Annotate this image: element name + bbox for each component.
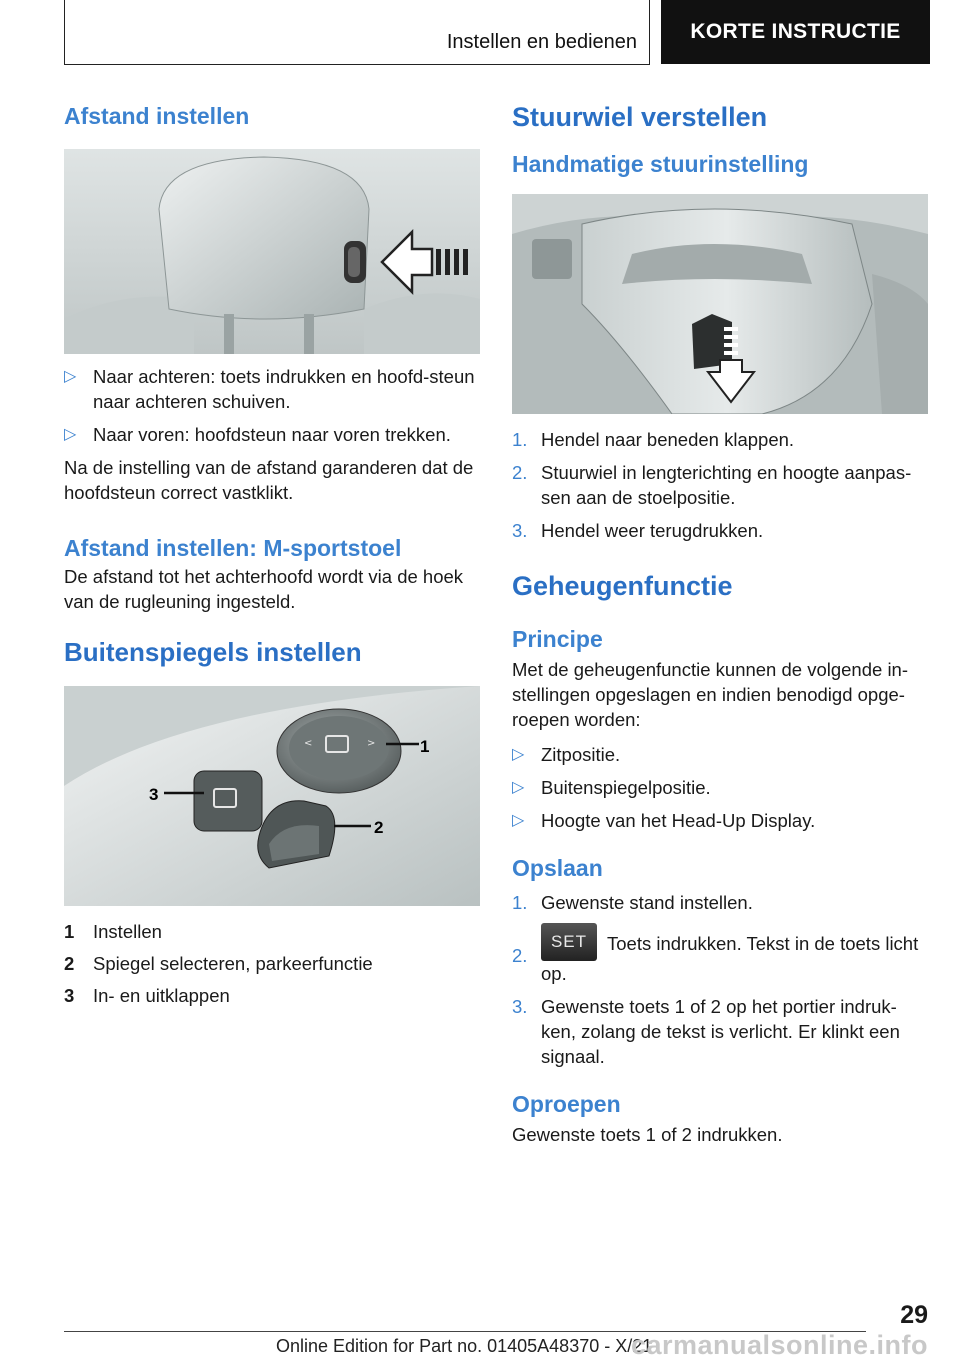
steering-heading: Stuurwiel verstellen <box>512 102 768 132</box>
steering-illustration <box>512 194 928 414</box>
list-item: ▷ Zitpositie. <box>512 744 621 765</box>
page-header <box>64 0 930 66</box>
section-title: Instellen en bedienen <box>446 31 637 53</box>
msport-text: De afstand tot het achterhoofd wordt via de hoek van de rugleuning ingesteld. <box>64 566 464 612</box>
svg-text:<: < <box>304 738 313 749</box>
list-item: ▷ Naar voren: hoofdsteun naar voren trekken. <box>64 424 451 445</box>
page-number: 29 <box>900 1301 928 1329</box>
left-column <box>64 100 480 1015</box>
distance-heading: Afstand instellen <box>64 103 250 129</box>
mirror-controls-illustration <box>64 686 480 906</box>
headrest-figure <box>64 149 480 354</box>
callout-2: 2 <box>374 818 384 837</box>
triangle-bullet-icon: ▷ <box>512 779 525 796</box>
list-item: ▷ Naar achteren: toets indrukken en hoofd-steun naar achteren schuiven. <box>64 366 475 412</box>
recall-heading: Oproepen <box>512 1091 621 1117</box>
mirror-controls-figure <box>64 686 480 906</box>
distance-note: Na de instelling van de afstand garanderen dat de hoofdsteun correct vastklikt. <box>64 457 474 503</box>
memory-heading: Geheugenfunctie <box>512 571 733 601</box>
list-item: 2. SET Toets indrukken. Tekst in de toets licht op. <box>512 929 928 986</box>
list-item: 2. Stuurwiel in lengterichting en hoogte aanpas-sen aan de stoelpositie. <box>512 462 912 508</box>
principle-heading: Principe <box>512 626 603 652</box>
list-item: 3. Gewenste toets 1 of 2 op het portier indruk-ken, zolang de tekst is verlicht. Er klinkt een signaal. <box>512 996 900 1067</box>
triangle-bullet-icon: ▷ <box>64 426 77 443</box>
principle-text: Met de geheugenfunctie kunnen de volgende in-stellingen opgeslagen en indien benodigd opge-roepen worden: <box>512 659 908 730</box>
legend-item: 2 Spiegel selecteren, parkeerfunctie <box>64 953 373 974</box>
list-item: 1. Gewenste stand instellen. <box>512 892 753 913</box>
triangle-bullet-icon: ▷ <box>512 746 525 763</box>
list-item: 3. Hendel weer terugdrukken. <box>512 520 764 541</box>
headrest-illustration <box>64 149 480 354</box>
recall-text: Gewenste toets 1 of 2 indrukken. <box>512 1124 783 1145</box>
legend-item: 1 Instellen <box>64 921 162 942</box>
header-section-box <box>64 0 650 65</box>
steering-subheading: Handmatige stuurinstelling <box>512 151 809 177</box>
save-steps <box>512 890 928 1069</box>
callout-3: 3 <box>149 785 159 804</box>
right-column <box>512 100 928 1147</box>
mirrors-heading: Buitenspiegels instellen <box>64 637 362 667</box>
edition-text: Online Edition for Part no. 01405A48370 - X/21 <box>276 1336 653 1356</box>
distance-bullets <box>64 364 480 447</box>
svg-text:>: > <box>367 738 376 749</box>
callout-1: 1 <box>420 737 430 756</box>
list-item: 1. Hendel naar beneden klappen. <box>512 429 795 450</box>
mirror-legend <box>64 919 480 1008</box>
legend-item: 3 In- en uitklappen <box>64 985 230 1006</box>
memory-items <box>512 742 928 833</box>
set-key-icon: SET <box>541 923 597 961</box>
triangle-bullet-icon: ▷ <box>64 368 77 385</box>
steering-figure <box>512 194 928 414</box>
chapter-tab[interactable]: KORTE INSTRUCTIE <box>661 0 930 64</box>
list-item: ▷ Hoogte van het Head-Up Display. <box>512 810 816 831</box>
triangle-bullet-icon: ▷ <box>512 812 525 829</box>
save-heading: Opslaan <box>512 855 603 881</box>
steering-steps <box>512 427 928 543</box>
msport-heading: Afstand instellen: M-sportstoel <box>64 535 402 561</box>
list-item: ▷ Buitenspiegelpositie. <box>512 777 711 798</box>
watermark: carmanualsonline.info <box>630 1330 928 1360</box>
